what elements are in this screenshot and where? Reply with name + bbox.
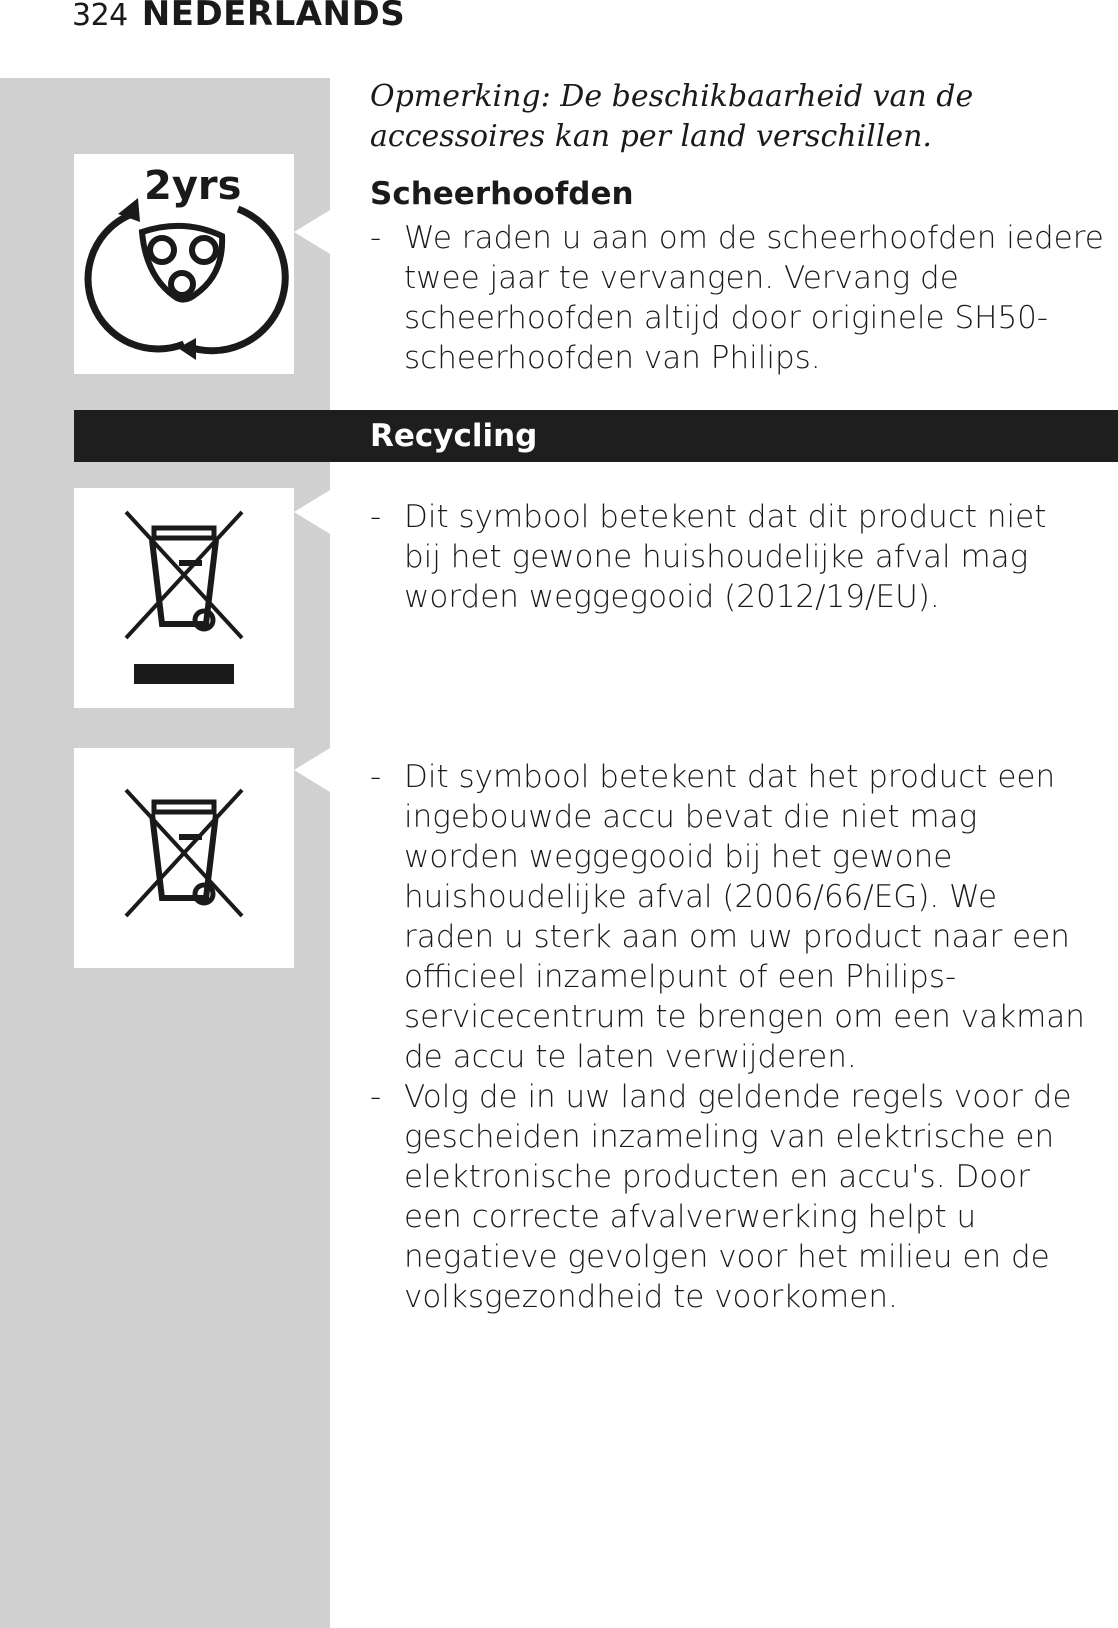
shaving-heads-list <box>370 218 1110 378</box>
shaver-replace-icon <box>74 154 294 374</box>
availability-note: Opmerking: De beschikbaarheid van de accessoires kan per land verschillen. <box>370 79 974 154</box>
page-language: NEDERLANDS <box>141 0 406 34</box>
page-header <box>72 0 405 38</box>
list-dash: - <box>370 220 382 256</box>
crossed-bin-battery-icon <box>74 748 294 968</box>
list-dash: - <box>370 499 382 535</box>
recycling-banner <box>74 410 1118 462</box>
yrs-label: 2yrs <box>144 163 242 209</box>
list-item <box>370 497 1070 617</box>
page-number: 324 <box>72 0 128 33</box>
pointer-1 <box>294 210 330 254</box>
pointer-3 <box>294 748 330 792</box>
battery-bin-icon-box <box>74 748 294 968</box>
list-item <box>370 757 1090 1077</box>
list-item-text: We raden u aan om de scheerhoofden iedere twee jaar te vervangen. Vervang de scheerhoofden altijd door originele SH50-scheerhoofden van Philips. <box>404 220 1104 376</box>
weee-icon-box <box>74 488 294 708</box>
list-item-text: Dit symbool betekent dat dit product niet bij het gewone huishoudelijke afval mag worden weggegooid (2012/19/EU). <box>404 499 1047 615</box>
list-item-text: Dit symbool betekent dat het product een ingebouwde accu bevat die niet mag worden weggegooid bij het gewone huishoudelijke afval (2006/66/EG). We raden u sterk aan om uw product naar een officieel inzamelpunt of een Philips-servicecentrum te brengen om een vakman de accu te laten verwijderen. <box>404 759 1085 1075</box>
list-item <box>370 1077 1090 1317</box>
section-title-scheerhoofden: Scheerhoofden <box>370 176 634 212</box>
list-dash: - <box>370 1079 382 1115</box>
pointer-2 <box>294 490 330 534</box>
replace-2yrs-icon-box <box>74 154 294 374</box>
list-dash: - <box>370 759 382 795</box>
list-item-text: Volg de in uw land geldende regels voor de gescheiden inzameling van elektrische en elektronische producten en accu's. Door een correcte afvalverwerking helpt u negatieve gevolgen voor het milieu en de volksgezondheid te voorkomen. <box>404 1079 1072 1315</box>
crossed-bin-icon <box>74 488 294 708</box>
recycling-list-2 <box>370 757 1090 1317</box>
section-title-recycling: Recycling <box>370 418 538 454</box>
recycling-list-1 <box>370 497 1070 617</box>
list-item <box>370 218 1110 378</box>
